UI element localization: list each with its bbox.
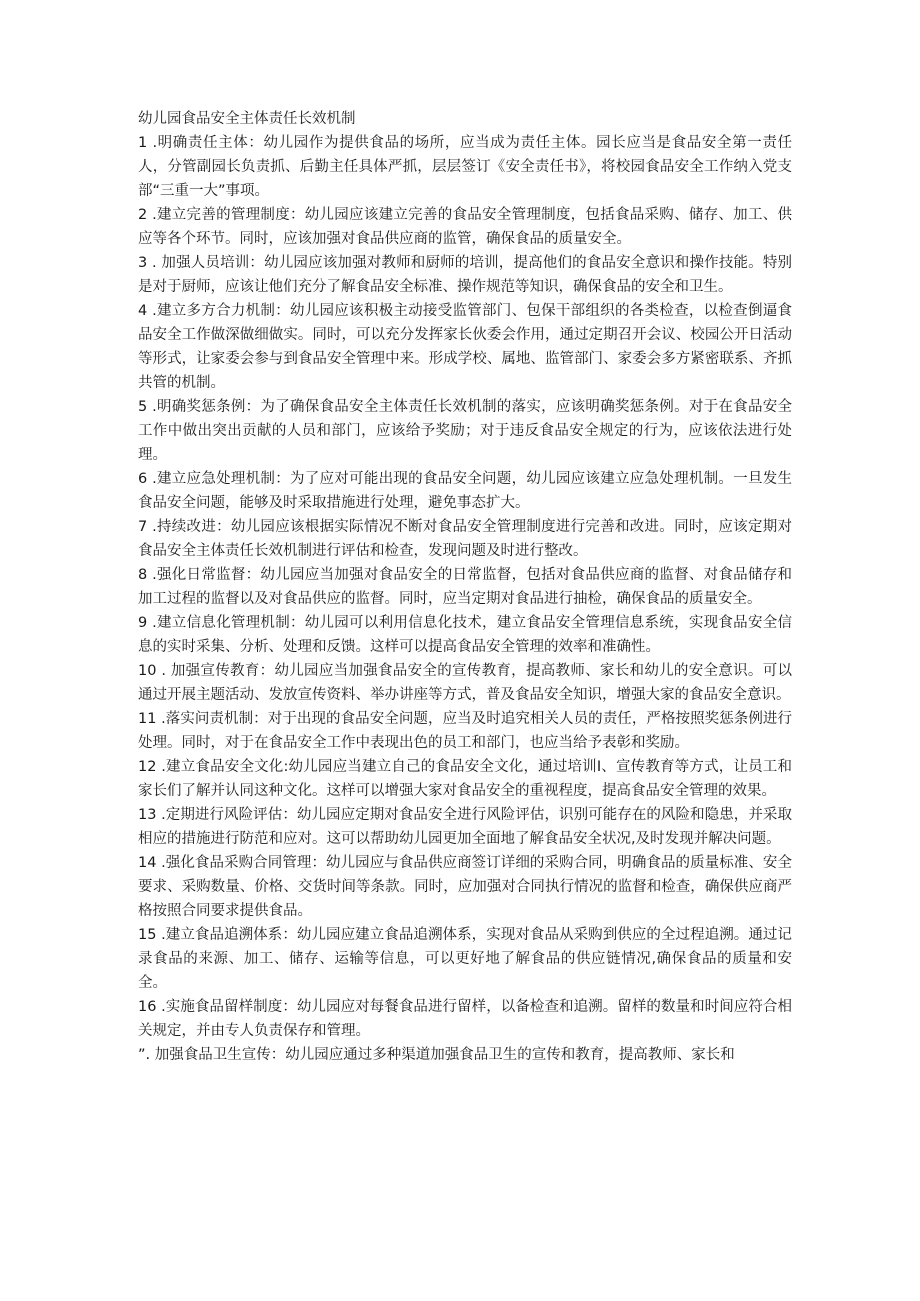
item-text: .明确责任主体：幼儿园作为提供食品的场所，应当成为责任主体。园长应当是食品安全第一责任人，分管副园长负责抓、后勤主任具体严抓，层层签订《安全责任书》，将校园食品安全工作纳入党支部“三重一大”事项。	[138, 135, 792, 199]
item-text: .强化日常监督：幼儿园应当加强对食品安全的日常监督，包括对食品供应商的监督、对食品储存和加工过程的监督以及对食品供应的监督。同时，应当定期对食品进行抽检，确保食品的质量安全。	[138, 567, 792, 607]
document-page	[138, 107, 792, 1067]
item-text: .建立食品安全文化:幼儿园应当建立自己的食品安全文化，通过培训I、宣传教育等方式，让员工和家长们了解并认同这种文化。这样可以增强大家对食品安全的重视程度，提高食品安全管理的效果。	[138, 759, 792, 799]
item-text: .落实问责机制：对于出现的食品安全问题，应当及时追究相关人员的责任，严格按照奖惩条例进行处理。同时，对于在食品安全工作中表现出色的员工和部门，也应当给予表彰和奖励。	[138, 711, 792, 751]
list-item	[138, 995, 792, 1043]
item-number: 7	[138, 519, 148, 535]
item-number: 11	[138, 711, 157, 727]
document-title: 幼儿园食品安全主体责任长效机制	[138, 111, 356, 127]
list-item	[138, 203, 792, 251]
item-text: . 加强宣传教育：幼儿园应当加强食品安全的宣传教育，提高教师、家长和幼儿的安全意识。可以通过开展主题活动、发放宣传资料、举办讲座等方式，普及食品安全知识，增强大家的食品安全意识。	[138, 663, 792, 703]
list-item	[138, 923, 792, 995]
item-number: 16	[138, 999, 157, 1015]
item-number: 8	[138, 567, 148, 583]
item-text: .定期进行风险评估：幼儿园应定期对食品安全进行风险评估，识别可能存在的风险和隐患，并采取相应的措施进行防范和应对。这可以帮助幼儿园更加全面地了解食品安全状况,及时发现并解决问题。	[138, 807, 792, 847]
item-text: .建立多方合力机制：幼儿园应该积极主动接受监管部门、包保干部组织的各类检查，以检查倒逼食品安全工作做深做细做实。同时，可以充分发挥家长伙委会作用，通过定期召开会议、校园公开日活动等形式，让家委会参与到食品安全管理中来。形成学校、属地、监管部门、家委会多方紧密联系、齐抓共管的机制。	[138, 303, 792, 391]
item-text: .持续改进：幼儿园应该根据实际情况不断对食品安全管理制度进行完善和改进。同时，应该定期对食品安全主体责任长效机制进行评估和检查，发现问题及时进行整改。	[138, 519, 792, 559]
item-number: 9	[138, 615, 148, 631]
item-number: 5	[138, 399, 148, 415]
item-text: .建立完善的管理制度：幼儿园应该建立完善的食品安全管理制度，包括食品采购、储存、加工、供应等各个环节。同时，应该加强对食品供应商的监管，确保食品的质量安全。	[138, 207, 792, 247]
list-item	[138, 803, 792, 851]
list-item	[138, 611, 792, 659]
item-text: .实施食品留样制度：幼儿园应对每餐食品进行留样，以备检查和追溯。留样的数量和时间应符合相关规定，并由专人负责保存和管理。	[138, 999, 792, 1039]
list-item	[138, 251, 792, 299]
item-text: . 加强食品卫生宣传：幼儿园应通过多种渠道加强食品卫生的宣传和教育，提高教师、家长和	[145, 1047, 735, 1063]
item-text: .建立食品追溯体系：幼儿园应建立食品追溯体系，实现对食品从采购到供应的全过程追溯。通过记录食品的来源、加工、储存、运输等信息，可以更好地了解食品的供应链情况,确保食品的质量和安全。	[138, 927, 792, 991]
list-item	[138, 659, 792, 707]
list-item	[138, 467, 792, 515]
list-item	[138, 395, 792, 467]
list-item	[138, 299, 792, 395]
item-number: 4	[138, 303, 148, 319]
item-number: 3	[138, 255, 148, 271]
list-item	[138, 851, 792, 923]
item-number: 2	[138, 207, 148, 223]
item-text: .建立应急处理机制：为了应对可能出现的食品安全问题，幼儿园应该建立应急处理机制。一旦发生食品安全问题，能够及时采取措施进行处理，避免事态扩大。	[138, 471, 792, 511]
item-number: 14	[138, 855, 157, 871]
item-list	[138, 131, 792, 1067]
item-number: ”	[138, 1047, 146, 1063]
list-item	[138, 707, 792, 755]
item-number: 6	[138, 471, 148, 487]
item-number: 12	[138, 759, 157, 775]
list-item	[138, 515, 792, 563]
item-number: 13	[138, 807, 157, 823]
list-item	[138, 1043, 792, 1067]
item-number: 15	[138, 927, 157, 943]
list-item	[138, 563, 792, 611]
item-number: 1	[138, 135, 148, 151]
item-text: . 加强人员培训：幼儿园应该加强对教师和厨师的培训，提高他们的食品安全意识和操作技能。特别是对于厨师，应该让他们充分了解食品安全标准、操作规范等知识，确保食品的安全和卫生。	[138, 255, 792, 295]
item-text: .强化食品采购合同管理：幼儿园应与食品供应商签订详细的采购合同，明确食品的质量标准、安全要求、采购数量、价格、交货时间等条款。同时，应加强对合同执行情况的监督和检查，确保供应商严格按照合同要求提供食品。	[138, 855, 792, 919]
list-item	[138, 755, 792, 803]
item-number: 10	[138, 663, 157, 679]
list-item	[138, 131, 792, 203]
item-text: .建立信息化管理机制：幼儿园可以利用信息化技术，建立食品安全管理信息系统，实现食品安全信息的实时采集、分析、处理和反馈。这样可以提高食品安全管理的效率和准确性。	[138, 615, 792, 655]
item-text: .明确奖惩条例：为了确保食品安全主体责任长效机制的落实，应该明确奖惩条例。对于在食品安全工作中做出突出贡献的人员和部门，应该给予奖励；对于违反食品安全规定的行为，应该依法进行处理。	[138, 399, 792, 463]
